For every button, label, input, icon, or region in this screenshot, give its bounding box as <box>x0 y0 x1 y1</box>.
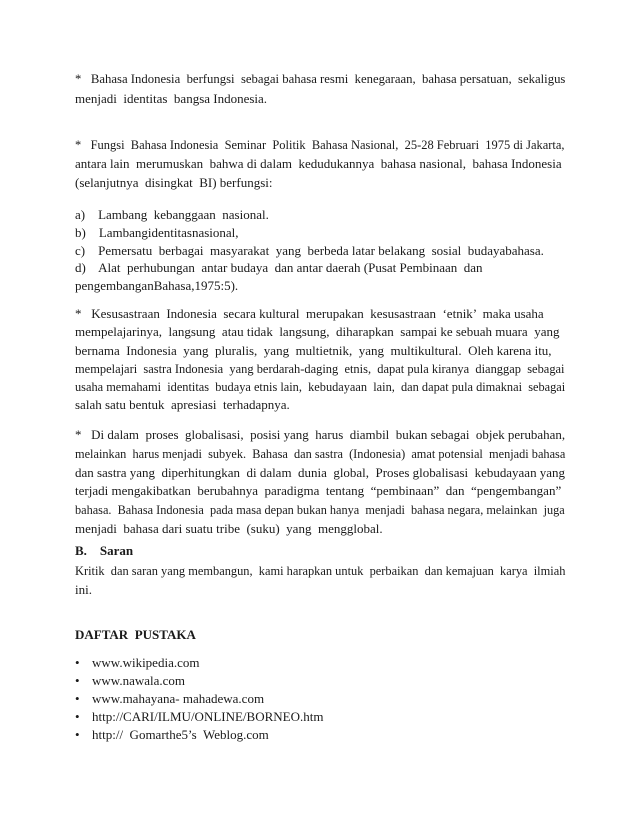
paragraph-3-line-5: usaha memahami identitas budaya etnis lain, kebudayaan lain, dan dapat pula dimaknai sebagai <box>75 379 566 394</box>
list-item-d-continued: pengembanganBahasa,1975:5). <box>75 278 239 293</box>
paragraph-1-line-1: * Bahasa Indonesia berfungsi sebagai bahasa resmi kenegaraan, bahasa persatuan, sekaligus <box>75 71 566 86</box>
reference-text: http:// Gomarthe5’s Weblog.com <box>92 727 269 742</box>
reference-text: www.nawala.com <box>92 673 186 688</box>
saran-heading: B. Saran <box>75 543 134 558</box>
reference-text: http://CARI/ILMU/ONLINE/BORNEO.htm <box>92 709 324 724</box>
bullet-icon: • <box>75 727 80 742</box>
list-item-c: c) Pemersatu berbagai masyarakat yang berbeda latar belakang sosial budayabahasa. <box>75 243 544 258</box>
paragraph-4-line-5: bahasa. Bahasa Indonesia pada masa depan bukan hanya menjadi bahasa negara, melainkan juga <box>75 502 565 517</box>
paragraph-3-line-1: * Kesusastraan Indonesia secara kultural merupakan kesusastraan ‘etnik’ maka usaha <box>75 306 544 321</box>
paragraph-4-line-2: melainkan harus menjadi subyek. Bahasa dan sastra (Indonesia) amat potensial menjadi bahasa <box>75 446 566 461</box>
list-item-a: a) Lambang kebanggaan nasional. <box>75 207 269 222</box>
bullet-icon: • <box>75 709 80 724</box>
reference-text: www.wikipedia.com <box>92 655 200 670</box>
paragraph-4-line-6: menjadi bahasa dari suatu tribe (suku) yang mengglobal. <box>75 521 383 536</box>
paragraph-2-line-3: (selanjutnya disingkat BI) berfungsi: <box>75 175 273 190</box>
paragraph-3-line-2: mempelajarinya, langsung atau tidak langsung, diharapkan sampai ke sebuah muara yang <box>75 324 560 339</box>
paragraph-1-line-2: menjadi identitas bangsa Indonesia. <box>75 91 268 106</box>
paragraph-3-line-3: bernama Indonesia yang pluralis, yang multietnik, yang multikultural. Oleh karena itu, <box>75 343 552 358</box>
paragraph-3-line-6: salah satu bentuk apresiasi terhadapnya. <box>75 397 290 412</box>
reference-text: www.mahayana- mahadewa.com <box>92 691 265 706</box>
paragraph-2-line-1: * Fungsi Bahasa Indonesia Seminar Politik Bahasa Nasional, 25-28 Februari 1975 di Jakarta, <box>75 137 565 152</box>
paragraph-4-line-1: * Di dalam proses globalisasi, posisi yang harus diambil bukan sebagai objek perubahan, <box>75 427 566 442</box>
paragraph-2-line-2: antara lain merumuskan bahwa di dalam kedudukannya bahasa nasional, bahasa Indonesia <box>75 156 562 171</box>
paragraph-4-line-4: terjadi mengakibatkan berubahnya paradigma tentang “pembinaan” dan “pengembangan” <box>75 483 562 498</box>
bullet-icon: • <box>75 691 80 706</box>
bullet-icon: • <box>75 673 80 688</box>
bullet-icon: • <box>75 655 80 670</box>
paragraph-4-line-3: dan sastra yang diperhitungkan di dalam dunia global, Proses globalisasi kebudayaan yang <box>75 465 566 480</box>
saran-line-1: Kritik dan saran yang membangun, kami harapkan untuk perbaikan dan kemajuan karya ilmiah <box>75 563 566 578</box>
saran-line-2: ini. <box>75 582 92 597</box>
list-item-b: b) Lambangidentitasnasional, <box>75 225 239 240</box>
daftar-pustaka-heading: DAFTAR PUSTAKA <box>75 627 196 642</box>
list-item-d: d) Alat perhubungan antar budaya dan antar daerah (Pusat Pembinaan dan <box>75 260 483 275</box>
paragraph-3-line-4: mempelajari sastra Indonesia yang berdarah-daging etnis, dapat pula kiranya dianggap sebagai <box>75 361 565 376</box>
